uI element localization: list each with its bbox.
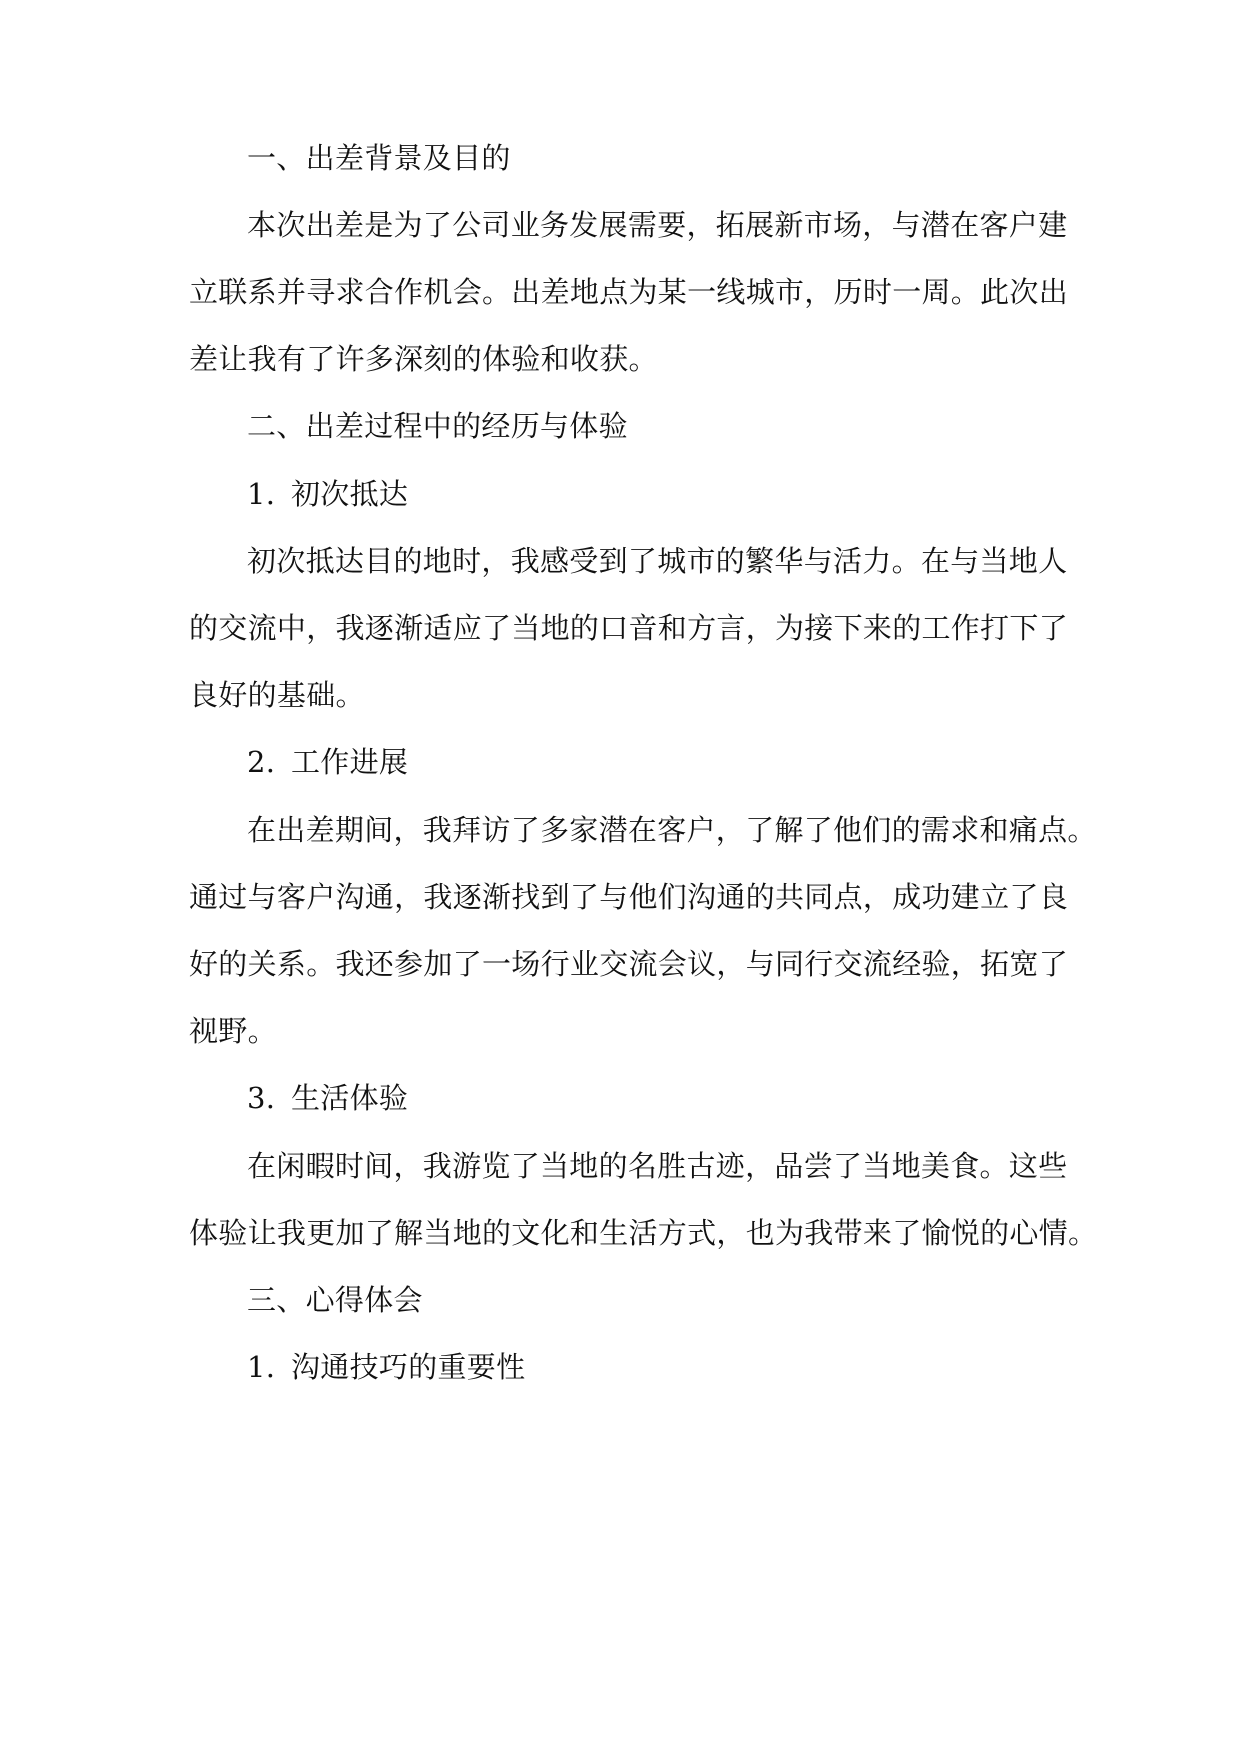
paragraph-line: 立联系并寻求合作机会。出差地点为某一线城市，历时一周。此次出 [189, 275, 1069, 309]
subheading-2 [247, 742, 408, 782]
paragraph-line: 本次出差是为了公司业务发展需要，拓展新市场，与潜在客户建 [247, 208, 1068, 242]
paragraph-line: 初次抵达目的地时，我感受到了城市的繁华与活力。在与当地人 [247, 544, 1068, 578]
paragraph-line: 在闲暇时间，我游览了当地的名胜古迹，品尝了当地美食。这些 [247, 1149, 1068, 1183]
paragraph-line: 通过与客户沟通，我逐渐找到了与他们沟通的共同点，成功建立了良 [189, 880, 1069, 914]
paragraph-line: 差让我有了许多深刻的体验和收获。 [189, 342, 658, 376]
subheading-title: 生活体验 [291, 1081, 409, 1115]
subheading-number: 2. [247, 745, 276, 779]
subheading-number: 1. [247, 1350, 276, 1384]
paragraph-line: 良好的基础。 [189, 678, 365, 712]
subheading-number: 3. [247, 1081, 276, 1115]
paragraph-line: 的交流中，我逐渐适应了当地的口音和方言，为接下来的工作打下了 [189, 611, 1069, 645]
subheading-title: 初次抵达 [291, 477, 409, 511]
section-heading-2: 二、出差过程中的经历与体验 [247, 409, 628, 443]
subheading-title: 工作进展 [291, 745, 409, 779]
section-heading-1: 一、出差背景及目的 [247, 141, 511, 175]
subheading-1 [247, 474, 408, 514]
section-heading-3: 三、心得体会 [247, 1283, 423, 1317]
subheading-4 [247, 1347, 525, 1387]
subheading-3 [247, 1078, 408, 1118]
paragraph-line: 好的关系。我还参加了一场行业交流会议，与同行交流经验，拓宽了 [189, 947, 1069, 981]
paragraph-line: 在出差期间，我拜访了多家潜在客户，了解了他们的需求和痛点。 [247, 813, 1097, 847]
paragraph-line: 体验让我更加了解当地的文化和生活方式，也为我带来了愉悦的心情。 [189, 1216, 1098, 1250]
paragraph-line: 视野。 [189, 1014, 277, 1048]
subheading-title: 沟通技巧的重要性 [291, 1350, 526, 1384]
subheading-number: 1. [247, 477, 276, 511]
